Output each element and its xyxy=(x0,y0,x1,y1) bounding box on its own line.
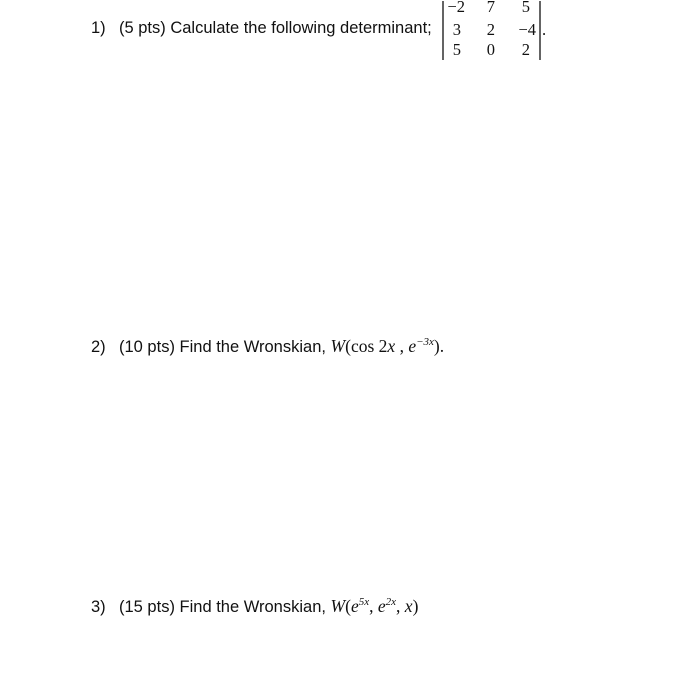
question-1-text: (5 pts) Calculate the following determinant; xyxy=(119,19,432,37)
variable: x xyxy=(404,596,413,616)
question-2-text: (10 pts) Find the Wronskian, xyxy=(119,338,326,356)
cos-function: cos 2 xyxy=(350,336,388,356)
question-2-number: 2) xyxy=(91,338,106,356)
wronskian-symbol: W xyxy=(330,596,346,616)
paren: ( xyxy=(345,336,351,356)
separator: , xyxy=(395,336,409,356)
question-3-text: (15 pts) Find the Wronskian, xyxy=(119,598,326,616)
matrix-cell-r3c2: 0 xyxy=(486,40,495,59)
question-3-number: 3) xyxy=(91,598,106,616)
matrix-cell-r3c3: 2 xyxy=(521,40,530,59)
wronskian-expression-2 xyxy=(331,336,445,356)
matrix-cell-r1c2: 7 xyxy=(486,0,495,16)
matrix-cell-r2c1: 3 xyxy=(452,20,461,39)
separator: , xyxy=(396,596,405,616)
paren: ) xyxy=(412,596,419,616)
paren: ( xyxy=(345,596,351,616)
wronskian-expression-3 xyxy=(331,596,419,616)
variable: x xyxy=(387,336,396,356)
exponent: −3x xyxy=(416,336,434,348)
matrix-cell-r1c1: −2 xyxy=(447,0,465,16)
determinant-period: . xyxy=(542,20,547,39)
question-2 xyxy=(91,336,444,357)
paren: ). xyxy=(433,336,445,356)
question-1-number: 1) xyxy=(91,19,106,37)
exp-base: e xyxy=(377,596,386,616)
question-3 xyxy=(91,596,418,617)
separator: , xyxy=(369,596,378,616)
wronskian-symbol: W xyxy=(330,336,346,356)
exp-base: e xyxy=(408,336,417,356)
exponent: 2x xyxy=(385,596,397,608)
exp-base: e xyxy=(350,596,359,616)
matrix-cell-r2c2: 2 xyxy=(486,20,495,39)
matrix-cell-r2c3: −4 xyxy=(518,20,536,39)
matrix-cell-r3c1: 5 xyxy=(452,40,461,59)
question-1 xyxy=(91,19,432,38)
matrix-cell-r1c3: 5 xyxy=(521,0,530,16)
exponent: 5x xyxy=(358,596,370,608)
